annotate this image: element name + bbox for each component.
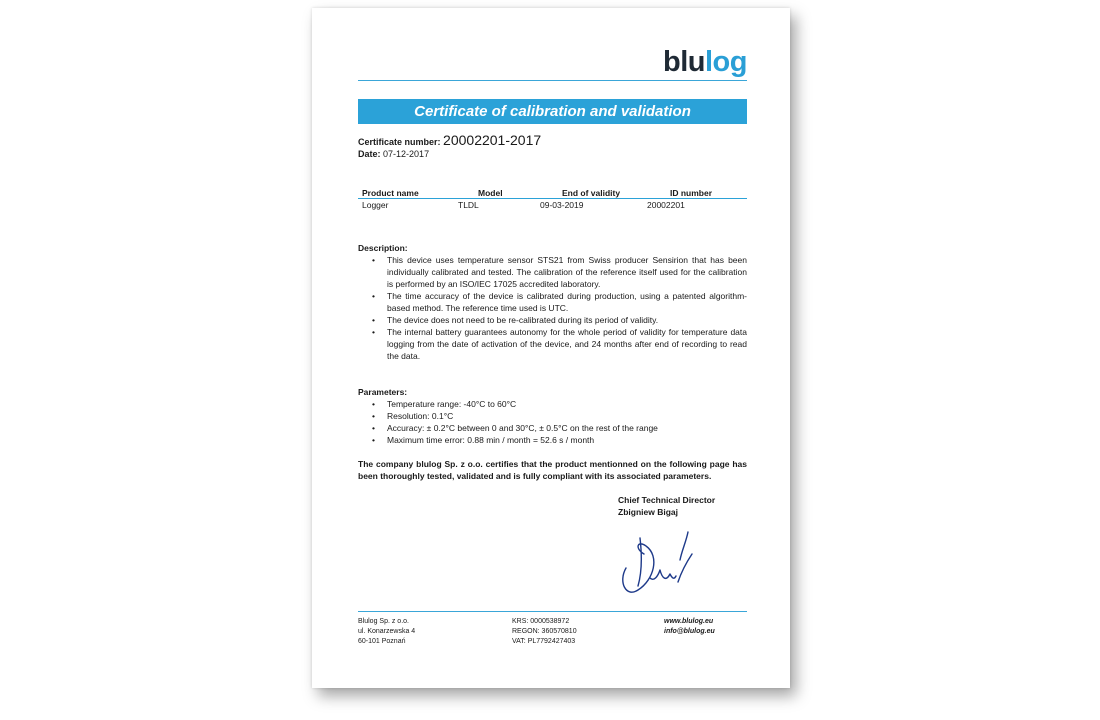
footer-divider: [358, 611, 747, 612]
footer-address: Blulog Sp. z o.o. ul. Konarzewska 4 60-101 Poznań: [358, 618, 416, 645]
list-item: • Maximum time error: 0.88 min / month = 52.6 s / month: [387, 434, 747, 446]
table-cell: Logger: [362, 200, 389, 210]
table-header: [358, 187, 747, 199]
description-heading: Description:: [358, 243, 408, 253]
certificate-number-label: Certificate number:: [358, 137, 441, 147]
parameters-section: [358, 386, 747, 446]
description-section: [358, 242, 747, 362]
product-table: [358, 187, 747, 213]
signer-role: Chief Technical Director: [618, 495, 716, 505]
signer-block: [618, 494, 715, 518]
column-header: ID number: [670, 188, 713, 198]
list-item: • Resolution: 0.1°C: [387, 410, 747, 422]
date-label: Date:: [358, 149, 381, 159]
list-item: • Accuracy: ± 0.2°C between 0 and 30°C, ± 0.5°C on the rest of the range: [387, 422, 747, 434]
footer-registry: KRS: 0000538972 REGON: 360570810 VAT: PL7792427403: [512, 618, 577, 645]
parameters-heading: Parameters:: [358, 387, 408, 397]
certificate-page: [312, 8, 790, 688]
header-divider: [358, 80, 747, 81]
list-item: • The time accuracy of the device is calibrated during production, using a patented algorithm-based method. The reference time used is UTC.: [387, 290, 747, 314]
certificate-meta: [358, 134, 541, 160]
column-header: End of validity: [562, 188, 621, 198]
certification-statement: The company blulog Sp. z o.o. certifies that the product mentionned on the following page has been thoroughly tested, validated and is fully compliant with its associated parameters.: [358, 459, 747, 481]
list-item: • Temperature range: -40°C to 60°C: [387, 398, 747, 410]
signer-name: Zbigniew Bigaj: [618, 507, 678, 517]
column-header: Product name: [362, 188, 419, 198]
certificate-date: 07-12-2017: [383, 149, 430, 159]
column-header: Model: [478, 188, 503, 198]
list-item: • The internal battery guarantees autonomy for the whole period of validity for temperature data logging from the date of activation of the device, and 24 months after end of recording to read the data.: [387, 326, 747, 362]
footer-contact: [664, 617, 715, 637]
email-link[interactable]: info@blulog.eu: [664, 628, 715, 635]
list-item: • The device does not need to be re-calibrated during its period of validity.: [387, 314, 747, 326]
table-cell: TLDL: [458, 200, 479, 210]
website-link[interactable]: www.blulog.eu: [664, 618, 714, 625]
certificate-number: 20002201-2017: [443, 132, 542, 148]
blulog-logo: blulog: [663, 46, 747, 78]
signature-image: [616, 520, 706, 605]
table-row: [358, 199, 747, 213]
list-item: • This device uses temperature sensor STS21 from Swiss producer Sensirion that has been individually calibrated and tested. The calibration of the reference itself used for the calibration is performed by an ISO/IEC 17025 accredited laboratory.: [387, 254, 747, 290]
table-cell: 09-03-2019: [540, 200, 584, 210]
table-cell: 20002201: [647, 200, 685, 210]
certificate-title: Certificate of calibration and validation: [358, 99, 747, 124]
